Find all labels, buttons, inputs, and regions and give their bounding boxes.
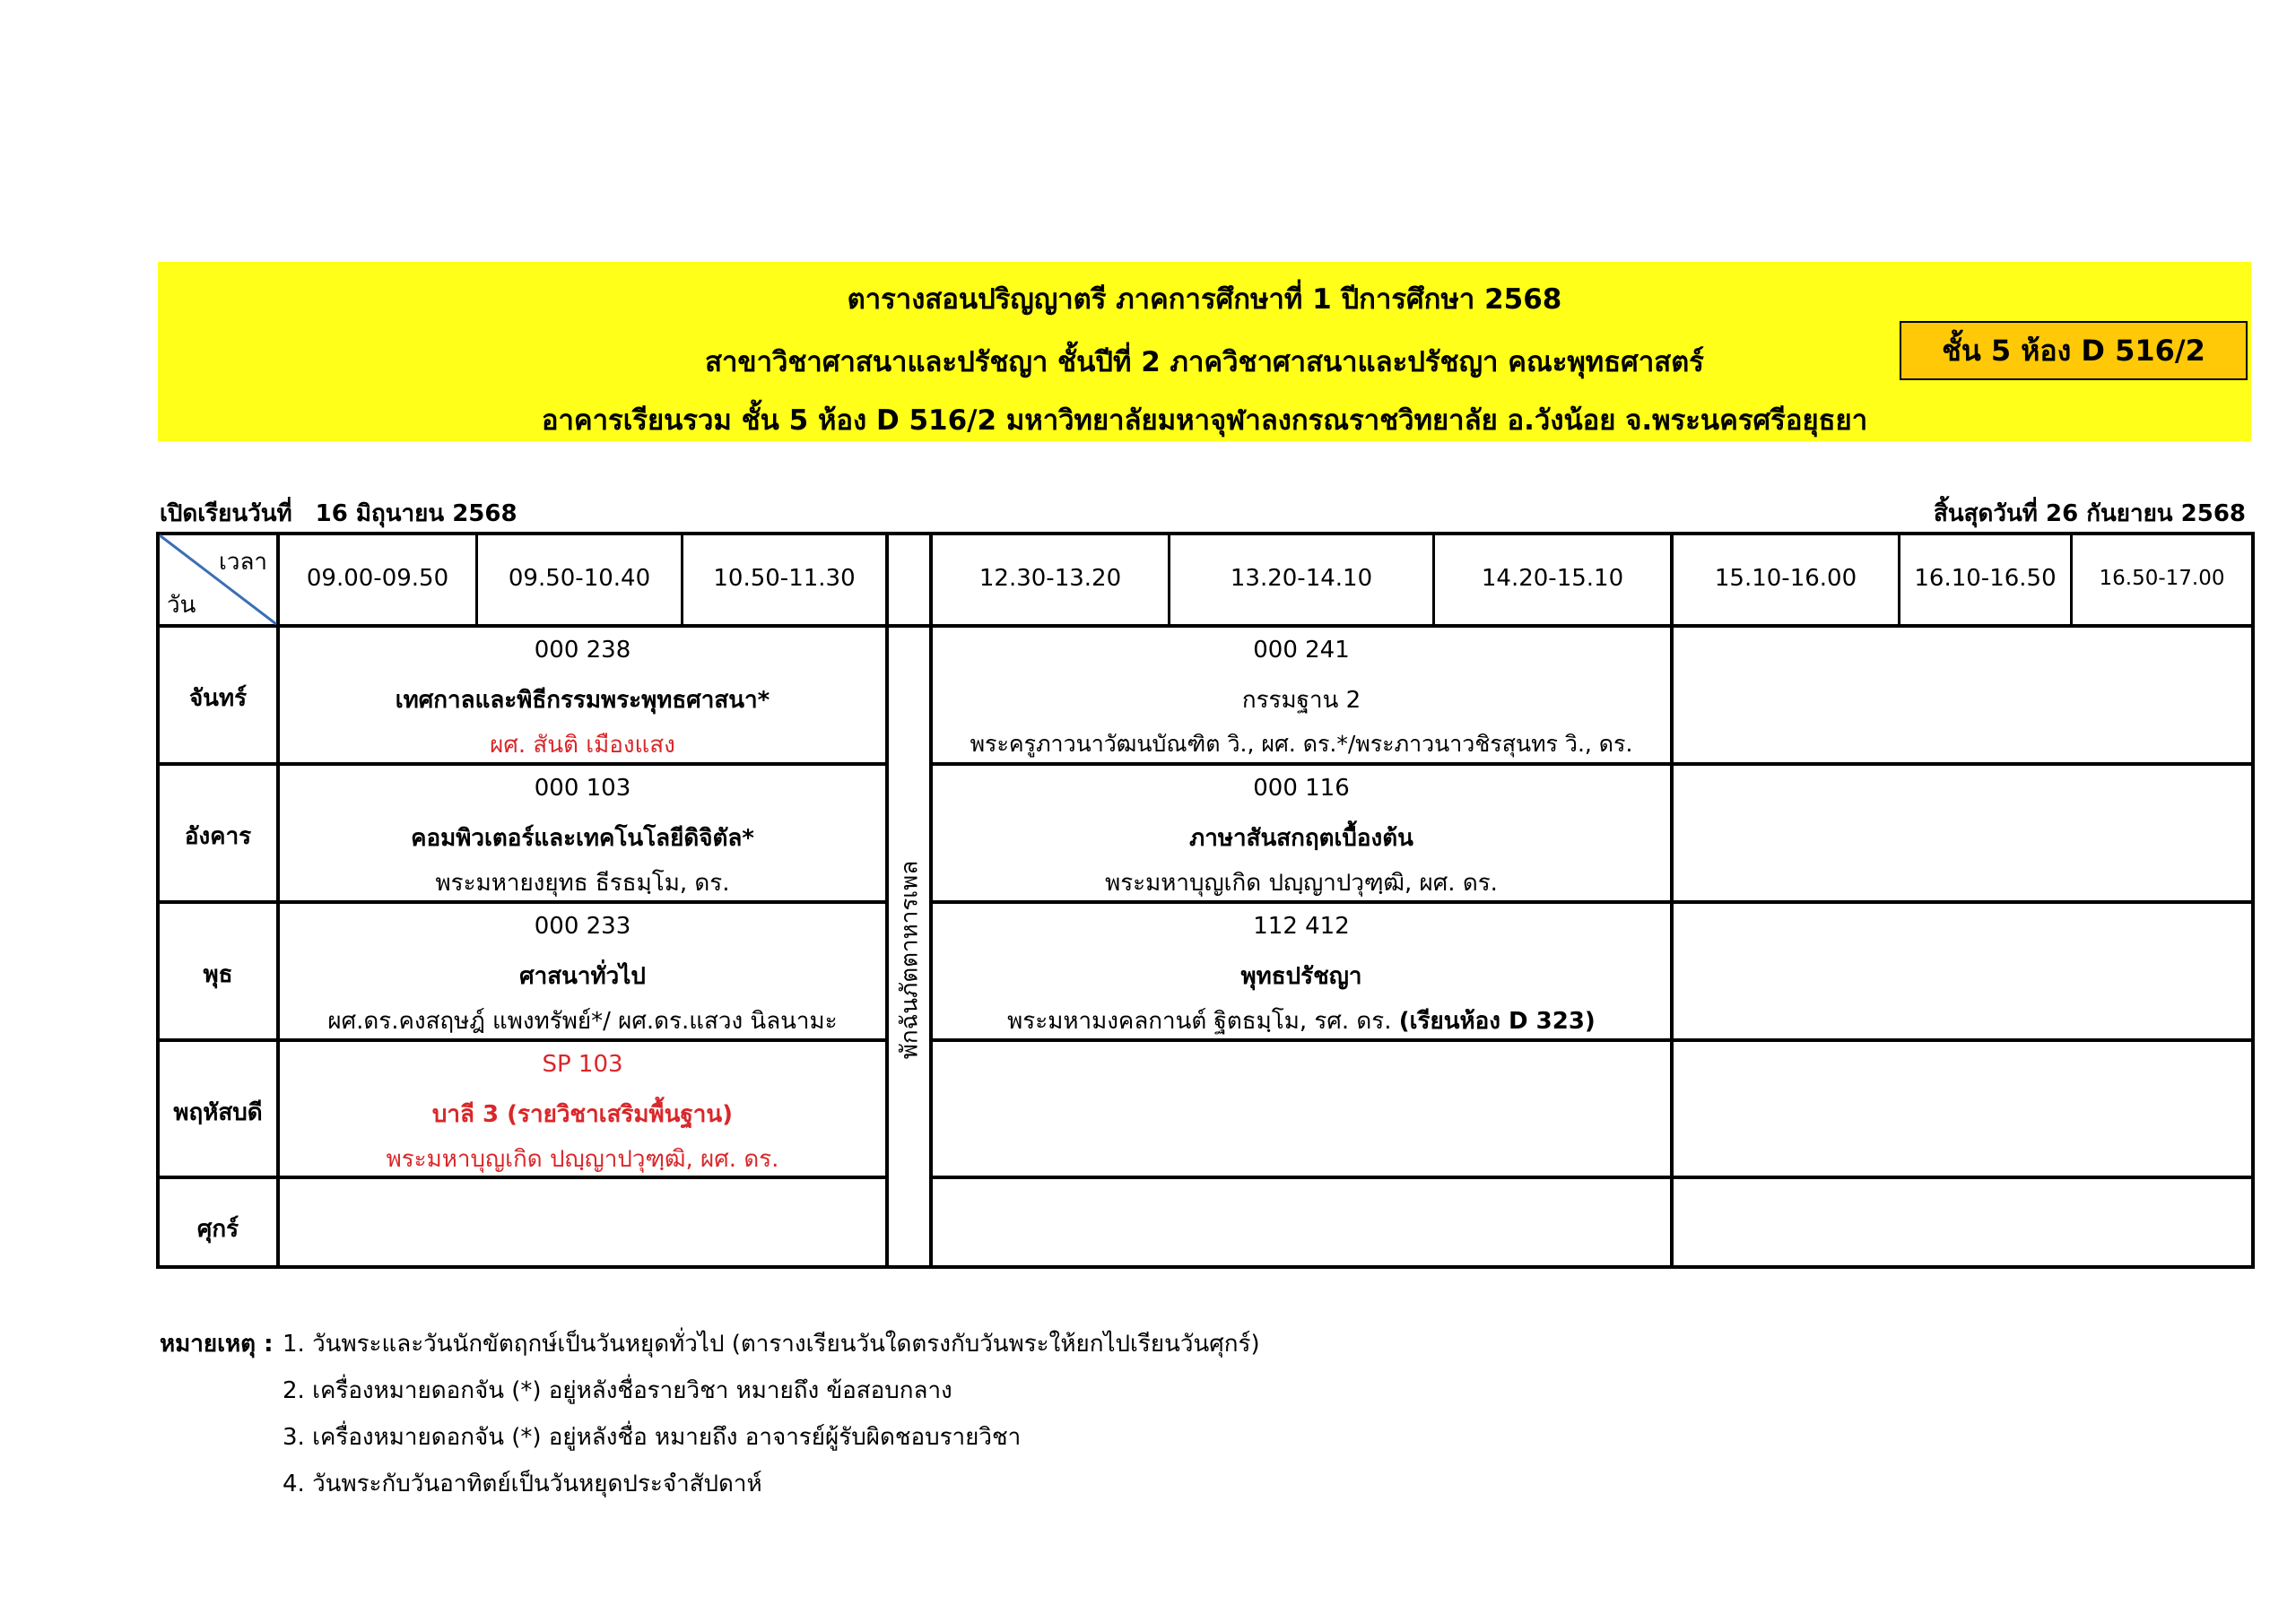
course-teacher: ผศ.ดร.คงสฤษฎ์ แพงทรัพย์*/ ผศ.ดร.แสวง นิลนามะ — [327, 1008, 838, 1035]
notes-label: หมายเหตุ : — [160, 1331, 274, 1358]
time-header: 16.50-17.00 — [2099, 567, 2225, 590]
end-date: สิ้นสุดวันที่ 26 กันยายน 2568 — [1934, 500, 2246, 527]
course-title: คอมพิวเตอร์และเทคโนโลยีดิจิตัล* — [411, 825, 754, 852]
course-teacher: พระครูภาวนาวัฒนบัณฑิต วิ., ผศ. ดร.*/พระภาวนาวชิรสุนทร วิ., ดร. — [970, 731, 1633, 757]
course-code: 000 241 — [1253, 637, 1350, 664]
note-item: 4. วันพระกับวันอาทิตย์เป็นวันหยุดประจำสัปดาห์ — [283, 1471, 762, 1497]
course-teacher-name: พระมหามงคลกานต์ ฐิตธมฺโม, รศ. ดร. — [1007, 1008, 1392, 1035]
course-title: ภาษาสันสกฤตเบื้องต้น — [1189, 825, 1413, 852]
course-code: 000 103 — [534, 775, 631, 802]
course-title: เทศกาลและพิธีกรรมพระพุทธศาสนา* — [395, 687, 770, 714]
lunch-break-label: พักฉันภัตตาหารเพล — [896, 860, 924, 1060]
grid-line — [156, 532, 2255, 535]
course-title: กรรมฐาน 2 — [1241, 687, 1361, 714]
room-badge: ชั้น 5 ห้อง D 516/2 — [1900, 321, 2248, 380]
grid-line — [933, 1176, 2255, 1179]
grid-line — [156, 532, 160, 1269]
time-header: 09.00-09.50 — [306, 565, 449, 592]
day-label: ศุกร์ — [196, 1216, 239, 1243]
grid-line — [933, 762, 2255, 766]
note-item: 2. เครื่องหมายดอกจัน (*) อยู่หลังชื่อรายวิชา หมายถึง ข้อสอบกลาง — [283, 1377, 952, 1404]
start-date-value: 16 มิถุนายน 2568 — [315, 500, 517, 527]
course-title: พุทธปรัชญา — [1240, 963, 1362, 990]
course-teacher — [933, 1002, 1670, 1039]
time-header: 10.50-11.30 — [713, 565, 856, 592]
day-label: จันทร์ — [188, 685, 248, 712]
time-header: 15.10-16.00 — [1714, 565, 1857, 592]
room-note: (เรียนห้อง D 323) — [1398, 1008, 1596, 1035]
title-line-2: สาขาวิชาศาสนาและปรัชญา ชั้นปีที่ 2 ภาควิชาศาสนาและปรัชญา คณะพุทธศาสตร์ — [705, 346, 1704, 378]
grid-line — [2251, 532, 2255, 1269]
course-code: 000 116 — [1253, 775, 1350, 802]
time-header: 09.50-10.40 — [508, 565, 651, 592]
note-item: 3. เครื่องหมายดอกจัน (*) อยู่หลังชื่อ หมายถึง อาจารย์ผู้รับผิดชอบรายวิชา — [283, 1424, 1022, 1451]
title-line-1: ตารางสอนปริญญาตรี ภาคการศึกษาที่ 1 ปีการศึกษา 2568 — [847, 283, 1562, 316]
course-title: บาลี 3 (รายวิชาเสริมพื้นฐาน) — [431, 1101, 734, 1128]
grid-line — [156, 1265, 2255, 1269]
title-line-3: อาคารเรียนรวม ชั้น 5 ห้อง D 516/2 มหาวิทยาลัยมหาจุฬาลงกรณราชวิทยาลัย อ.วังน้อย จ.พระนครศรีอยุธยา — [541, 404, 1868, 437]
day-label: พุธ — [203, 961, 233, 988]
corner-time-label: เวลา — [218, 549, 267, 576]
course-title: ศาสนาทั่วไป — [519, 963, 646, 990]
course-code: 000 238 — [534, 637, 631, 664]
course-code: 000 233 — [534, 913, 631, 940]
course-teacher: พระมหายงยุทธ ธีรธมฺโม, ดร. — [435, 870, 730, 897]
day-label: พฤหัสบดี — [173, 1099, 263, 1126]
time-header: 16.10-16.50 — [1914, 565, 2057, 592]
course-code: SP 103 — [542, 1051, 623, 1078]
start-date-label: เปิดเรียนวันที่ — [160, 500, 292, 527]
course-teacher: พระมหาบุญเกิด ปญฺญาปวุฑฺฒิ, ผศ. ดร. — [1105, 870, 1498, 897]
course-code: 112 412 — [1253, 913, 1350, 940]
day-label: อังคาร — [184, 823, 252, 850]
grid-line — [1670, 532, 1674, 1269]
time-header: 13.20-14.10 — [1230, 565, 1373, 592]
corner-day-label: วัน — [167, 592, 196, 619]
time-header: 12.30-13.20 — [978, 565, 1122, 592]
course-teacher: พระมหาบุญเกิด ปญฺญาปวุฑฺฒิ, ผศ. ดร. — [386, 1146, 779, 1173]
course-teacher: ผศ. สันติ เมืองแสง — [490, 732, 675, 759]
grid-line — [885, 532, 889, 1269]
time-header: 14.20-15.10 — [1481, 565, 1624, 592]
note-item: 1. วันพระและวันนักขัตฤกษ์เป็นวันหยุดทั่วไป (ตารางเรียนวันใดตรงกับวันพระให้ยกไปเรียนวันศุกร์) — [283, 1331, 1260, 1358]
grid-line — [156, 624, 2255, 628]
